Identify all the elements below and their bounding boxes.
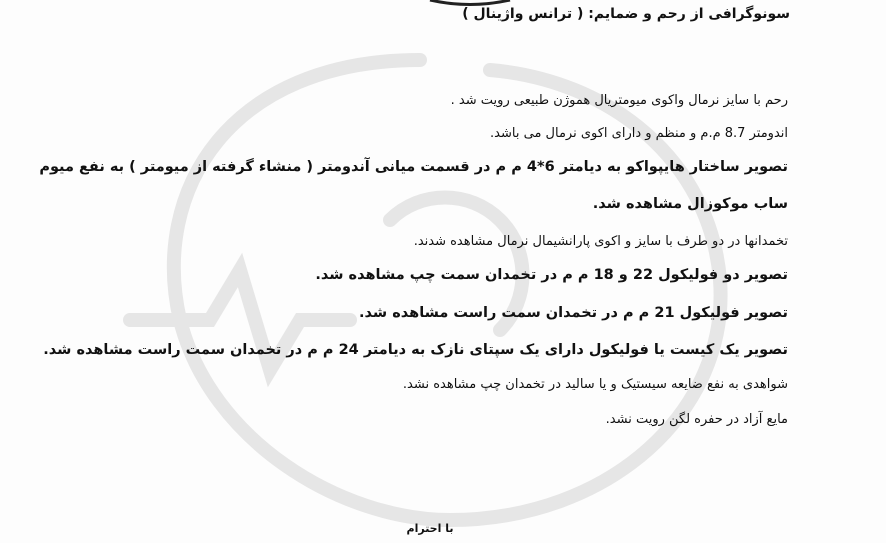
report-line-left-follicles: تصویر دو فولیکول 22 و 18 م م در تخمدان سمت چپ مشاهده شد. bbox=[315, 267, 788, 283]
report-line-submucosal: ساب موکوزال مشاهده شد. bbox=[592, 196, 788, 212]
report-line-cyst: تصویر یک کیست یا فولیکول دارای یک سپتای نازک به دیامتر 24 م م در تخمدان سمت راست مشاهده شد. bbox=[43, 342, 788, 358]
report-line-right-follicle: تصویر فولیکول 21 م م در تخمدان سمت راست مشاهده شد. bbox=[359, 305, 788, 321]
report-line-uterus: رحم با سایز نرمال واکوی میومتریال هموژن طبیعی رویت شد . bbox=[450, 93, 788, 108]
report-title: سونوگرافی از رحم و ضمایم: ( ترانس واژینال ) bbox=[462, 6, 790, 22]
report-line-hypoechoic-structure: تصویر ساختار هایپواکو به دیامتر 6*4 م م در قسمت میانی آندومتر ( منشاء گرفته از میومتر ) به نفع میوم bbox=[39, 159, 788, 175]
report-line-ovaries: تخمدانها در دو طرف با سایز و اکوی پارانشیمال نرمال مشاهده شدند. bbox=[413, 234, 788, 249]
report-line-no-lesion: شواهدی به نفع ضایعه سیستیک و یا سالید در تخمدان چپ مشاهده نشد. bbox=[402, 377, 788, 392]
closing-text: با احترام bbox=[406, 522, 454, 535]
report-line-free-fluid: مایع آزاد در حفره لگن رویت نشد. bbox=[605, 412, 788, 427]
report-line-endometrium: اندومتر 8.7 م.م و منظم و دارای اکوی نرمال می باشد. bbox=[490, 126, 788, 141]
